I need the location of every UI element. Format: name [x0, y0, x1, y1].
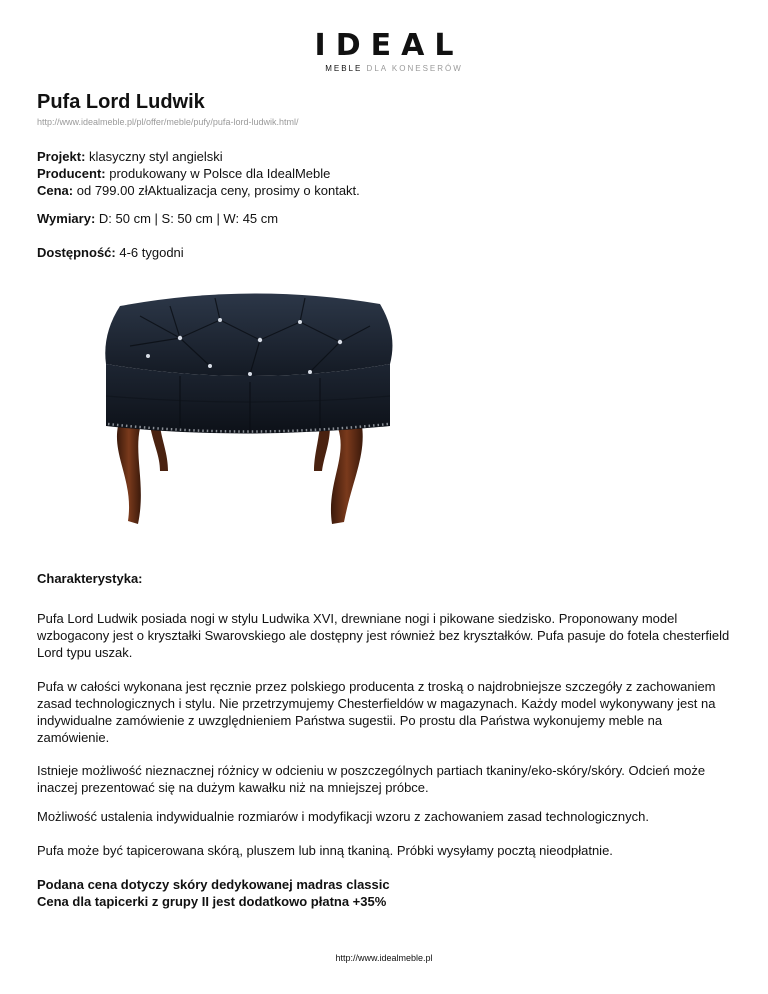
- projekt-label: Projekt:: [37, 149, 86, 164]
- projekt-value: klasyczny styl angielski: [89, 149, 223, 164]
- cena-line: [37, 182, 360, 199]
- projekt-line: [37, 148, 223, 165]
- page-title: Pufa Lord Ludwik: [37, 91, 205, 113]
- leg-front-right: [331, 426, 363, 524]
- producent-value: produkowany w Polsce dla IdealMeble: [109, 166, 331, 181]
- price-note-2: Cena dla tapicerki z grupy II jest dodatkowo płatna +35%: [37, 894, 387, 909]
- logo-tagline: [0, 64, 768, 74]
- paragraph-2: Pufa w całości wykonana jest ręcznie przez polskiego producenta z troską o najdrobniejsze szczegóły z zachowaniem zasad technologicznych i stylu. Nie przetrzymujemy Chesterfieldów w magazynach. Każdy model wykonywany jest na indywidualne zamówienie z uwzględnieniem Państwa sugestii. Po prostu dla Państwa wykonujemy meble na zamówienie.: [37, 679, 716, 745]
- logo-wordmark: IDEAL: [314, 28, 464, 63]
- producent-line: [37, 165, 330, 182]
- paragraph-5: Pufa może być tapicerowana skórą, pluszem lub inną tkaniną. Próbki wysyłamy pocztą nieodpłatnie.: [37, 843, 613, 858]
- producent-label: Producent:: [37, 166, 106, 181]
- charakterystyka-heading: Charakterystyka:: [37, 571, 143, 586]
- wymiary-label: Wymiary:: [37, 211, 96, 226]
- dostepnosc-line: [37, 244, 184, 261]
- logo-tagline-light: DLA KONESERÓW: [366, 64, 463, 73]
- paragraph-3: Istnieje możliwość nieznacznej różnicy w odcieniu w poszczególnych partiach tkaniny/eko-skóry/skóry. Odcień może inaczej prezentować się na dużym kawałku niż na mniejszej próbce.: [37, 763, 706, 795]
- brand-logo: [0, 30, 768, 74]
- leg-back-right: [314, 426, 330, 471]
- leg-front-left: [117, 426, 141, 524]
- product-image: [100, 276, 400, 538]
- product-url[interactable]: http://www.idealmeble.pl/pl/offer/meble/pufy/pufa-lord-ludwik.html/: [37, 117, 299, 127]
- wymiary-value: D: 50 cm | S: 50 cm | W: 45 cm: [98, 211, 279, 226]
- footer-url[interactable]: http://www.idealmeble.pl: [335, 953, 433, 963]
- logo-tagline-bold: MEBLE: [325, 64, 363, 73]
- leg-back-left: [150, 426, 168, 471]
- cena-label: Cena:: [37, 183, 74, 198]
- paragraph-4: Możliwość ustalenia indywidualnie rozmiarów i modyfikacji wzoru z zachowaniem zasad technologicznych.: [37, 809, 649, 824]
- price-note-1: Podana cena dotyczy skóry dedykowanej madras classic: [37, 877, 390, 892]
- paragraph-1: Pufa Lord Ludwik posiada nogi w stylu Ludwika XVI, drewniane nogi i pikowane siedzisko. Proponowany model wzbogacony jest o kryształki Swarovskiego ale dostępny jest również bez kryształków. Pufa pasuje do fotela chesterfield Lord typu uszak.: [37, 611, 730, 660]
- cena-value: od 799.00 złAktualizacja ceny, prosimy o kontakt.: [76, 183, 360, 198]
- wymiary-line: [37, 210, 278, 227]
- dostepnosc-value: 4-6 tygodni: [119, 245, 184, 260]
- dostepnosc-label: Dostępność:: [37, 245, 116, 260]
